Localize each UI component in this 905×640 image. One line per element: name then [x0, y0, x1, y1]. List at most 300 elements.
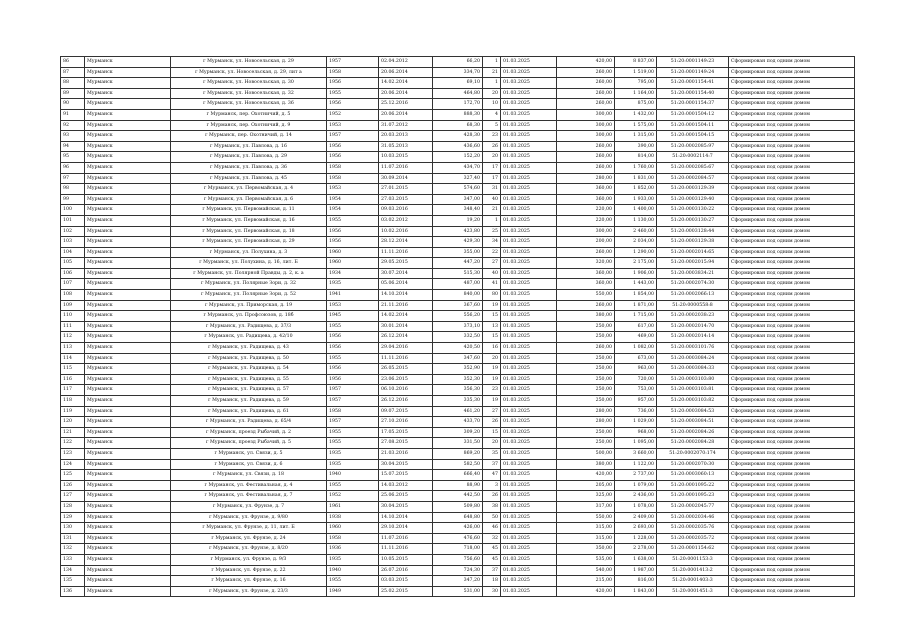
row-number-cell: 131 [61, 533, 85, 544]
valuation-date-cell: 01.03.2025 [501, 491, 557, 502]
cadastral-number-cell: 51:20:0002035:76 [657, 523, 729, 534]
formation-status-cell: Сформирован под одним домом [729, 353, 855, 364]
city-cell: Мурманск [85, 353, 171, 364]
table-body [61, 57, 855, 597]
formation-status-cell: Сформирован под одним домом [729, 523, 855, 534]
registration-date-cell: 09.03.2016 [379, 205, 433, 216]
cadastral-number-cell: 51:20:0003130:27 [657, 215, 729, 226]
count-cell: 26 [483, 491, 501, 502]
count-cell: 40 [483, 194, 501, 205]
rate-cell: 260,00 [557, 162, 615, 173]
area-cell: 574,60 [433, 184, 483, 195]
year-cell: 1956 [327, 237, 379, 248]
cadastral-number-cell: 51:20:0001095:23 [657, 491, 729, 502]
table-row [61, 448, 855, 459]
cost-cell: 1 082,00 [615, 343, 657, 354]
rate-cell: 250,00 [557, 385, 615, 396]
registration-date-cell: 17.05.2015 [379, 427, 433, 438]
city-cell: Мурманск [85, 109, 171, 120]
valuation-date-cell: 01.03.2025 [501, 141, 557, 152]
count-cell: 22 [483, 247, 501, 258]
formation-status-cell: Сформирован под одним домом [729, 194, 855, 205]
registration-date-cell: 20.06.2014 [379, 88, 433, 99]
table-row [61, 67, 855, 78]
table-row [61, 470, 855, 481]
area-cell: 429,30 [433, 237, 483, 248]
cadastral-number-cell: 51:20:0003129:40 [657, 194, 729, 205]
count-cell: 38 [483, 501, 501, 512]
cadastral-number-cell: 51:20:0002070:174 [657, 448, 729, 459]
year-cell: 1956 [327, 343, 379, 354]
rate-cell: 280,00 [557, 417, 615, 428]
rate-cell: 420,00 [557, 586, 615, 597]
area-cell: 332,50 [433, 332, 483, 343]
rate-cell: 250,00 [557, 396, 615, 407]
address-cell: г Мурманск, ул. Радищева, д. 42/10 [171, 332, 327, 343]
cadastral-number-cell: 51:20:0002070:30 [657, 459, 729, 470]
valuation-date-cell: 01.03.2025 [501, 237, 557, 248]
cost-cell: 1 987,00 [615, 565, 657, 576]
area-cell: 509,80 [433, 501, 483, 512]
cost-cell: 795,00 [615, 78, 657, 89]
area-cell: 666,40 [433, 470, 483, 481]
area-cell: 461,20 [433, 406, 483, 417]
row-number-cell: 120 [61, 417, 85, 428]
count-cell: 10 [483, 99, 501, 110]
cadastral-number-cell: 51:20:0003084:53 [657, 406, 729, 417]
formation-status-cell: Сформирован под одним домом [729, 406, 855, 417]
rate-cell: 360,00 [557, 268, 615, 279]
address-cell: г Мурманск, ул. Первомайская, д. 6 [171, 194, 327, 205]
rate-cell: 540,00 [557, 565, 615, 576]
table-row [61, 364, 855, 375]
count-cell: 34 [483, 237, 501, 248]
valuation-date-cell: 01.03.2025 [501, 427, 557, 438]
formation-status-cell: Сформирован под одним домом [729, 396, 855, 407]
year-cell: 1955 [327, 576, 379, 587]
area-cell: 373,10 [433, 321, 483, 332]
row-number-cell: 111 [61, 321, 85, 332]
registration-date-cell: 20.03.2013 [379, 131, 433, 142]
valuation-date-cell: 01.03.2025 [501, 173, 557, 184]
city-cell: Мурманск [85, 565, 171, 576]
row-number-cell: 106 [61, 268, 85, 279]
row-number-cell: 121 [61, 427, 85, 438]
area-cell: 66,20 [433, 57, 483, 68]
city-cell: Мурманск [85, 258, 171, 269]
area-cell: 434,70 [433, 162, 483, 173]
cadastral-number-cell: 51:20:0003060:13 [657, 470, 729, 481]
cost-cell: 968,00 [615, 427, 657, 438]
count-cell: 19 [483, 374, 501, 385]
valuation-date-cell: 01.03.2025 [501, 385, 557, 396]
area-cell: 331,50 [433, 438, 483, 449]
row-number-cell: 118 [61, 396, 85, 407]
count-cell: 20 [483, 152, 501, 163]
year-cell: 1956 [327, 332, 379, 343]
cost-cell: 2 737,00 [615, 470, 657, 481]
year-cell: 1955 [327, 321, 379, 332]
area-cell: 888,30 [433, 109, 483, 120]
rate-cell: 220,00 [557, 215, 615, 226]
cost-cell: 1 079,00 [615, 480, 657, 491]
count-cell: 20 [483, 438, 501, 449]
row-number-cell: 96 [61, 162, 85, 173]
year-cell: 1941 [327, 290, 379, 301]
rate-cell: 325,00 [557, 491, 615, 502]
rate-cell: 500,00 [557, 448, 615, 459]
city-cell: Мурманск [85, 385, 171, 396]
registration-date-cell: 30.04.2015 [379, 459, 433, 470]
area-cell: 348,40 [433, 205, 483, 216]
count-cell: 13 [483, 321, 501, 332]
formation-status-cell: Сформирован под одним домом [729, 459, 855, 470]
registration-date-cell: 23.06.2015 [379, 374, 433, 385]
rate-cell: 315,00 [557, 523, 615, 534]
cadastral-number-cell: 51:20:0002114:7 [657, 152, 729, 163]
registration-date-cell: 20.06.2014 [379, 109, 433, 120]
area-cell: 88,90 [433, 480, 483, 491]
count-cell: 25 [483, 226, 501, 237]
count-cell: 19 [483, 364, 501, 375]
count-cell: 17 [483, 162, 501, 173]
count-cell: 16 [483, 343, 501, 354]
valuation-date-cell: 01.03.2025 [501, 565, 557, 576]
cost-cell: 3 660,00 [615, 448, 657, 459]
cadastral-number-cell: 51:20:0002045:77 [657, 501, 729, 512]
rate-cell: 280,00 [557, 173, 615, 184]
year-cell: 1956 [327, 152, 379, 163]
area-cell: 869,20 [433, 448, 483, 459]
cost-cell: 1 029,00 [615, 417, 657, 428]
rate-cell: 220,00 [557, 205, 615, 216]
cadastral-number-cell: 51:20:0003129:39 [657, 184, 729, 195]
area-cell: 433,70 [433, 417, 483, 428]
area-cell: 423,80 [433, 226, 483, 237]
city-cell: Мурманск [85, 396, 171, 407]
address-cell: г Мурманск, ул. Радищева, д. 50 [171, 353, 327, 364]
registration-date-cell: 30.09.2014 [379, 173, 433, 184]
address-cell: г Мурманск, ул. Новосельская, д. 29, лит а [171, 67, 327, 78]
count-cell: 4 [483, 109, 501, 120]
formation-status-cell: Сформирован под одним домом [729, 290, 855, 301]
year-cell: 1960 [327, 258, 379, 269]
count-cell: 20 [483, 353, 501, 364]
valuation-date-cell: 01.03.2025 [501, 353, 557, 364]
cadastral-number-cell: 51:20:0001504:11 [657, 120, 729, 131]
rate-cell: 280,00 [557, 406, 615, 417]
rate-cell: 380,00 [557, 311, 615, 322]
city-cell: Мурманск [85, 321, 171, 332]
year-cell: 1957 [327, 417, 379, 428]
row-number-cell: 102 [61, 226, 85, 237]
year-cell: 1958 [327, 67, 379, 78]
rate-cell: 260,00 [557, 78, 615, 89]
year-cell: 1952 [327, 109, 379, 120]
cadastral-number-cell: 51:20:0001149:24 [657, 67, 729, 78]
area-cell: 334,70 [433, 67, 483, 78]
cadastral-number-cell: 51:20:0003834:21 [657, 268, 729, 279]
rate-cell: 360,00 [557, 184, 615, 195]
table-row [61, 576, 855, 587]
city-cell: Мурманск [85, 279, 171, 290]
year-cell: 1949 [327, 586, 379, 597]
address-cell: г Мурманск, ул. Новосельская, д. 30 [171, 78, 327, 89]
table-row [61, 459, 855, 470]
area-cell: 582,50 [433, 459, 483, 470]
row-number-cell: 92 [61, 120, 85, 131]
rate-cell: 260,00 [557, 152, 615, 163]
city-cell: Мурманск [85, 554, 171, 565]
registration-date-cell: 28.12.2014 [379, 237, 433, 248]
rate-cell: 300,00 [557, 120, 615, 131]
rate-cell: 260,00 [557, 99, 615, 110]
address-cell: г Мурманск, ул. Павлова, д. 29 [171, 152, 327, 163]
cadastral-number-cell: 51:20:0003103:81 [657, 385, 729, 396]
area-cell: 19,20 [433, 215, 483, 226]
count-cell: 27 [483, 406, 501, 417]
cost-cell: 1 852,00 [615, 184, 657, 195]
formation-status-cell: Сформирован под одним домом [729, 78, 855, 89]
cadastral-number-cell: 51:20:0002034:46 [657, 512, 729, 523]
cost-cell: 1 871,00 [615, 300, 657, 311]
city-cell: Мурманск [85, 194, 171, 205]
valuation-date-cell: 01.03.2025 [501, 99, 557, 110]
valuation-date-cell: 01.03.2025 [501, 321, 557, 332]
area-cell: 420,50 [433, 343, 483, 354]
area-cell: 335,30 [433, 396, 483, 407]
cadastral-number-cell: 51:20:0003084:33 [657, 364, 729, 375]
year-cell: 1940 [327, 470, 379, 481]
address-cell: г Мурманск, ул. Фрунзе, д. 22 [171, 565, 327, 576]
year-cell: 1956 [327, 374, 379, 385]
valuation-date-cell: 01.03.2025 [501, 480, 557, 491]
city-cell: Мурманск [85, 57, 171, 68]
valuation-date-cell: 01.03.2025 [501, 554, 557, 565]
rate-cell: 250,00 [557, 353, 615, 364]
area-cell: 648,80 [433, 512, 483, 523]
table-row [61, 78, 855, 89]
year-cell: 1953 [327, 184, 379, 195]
registration-date-cell: 29.04.2016 [379, 343, 433, 354]
area-cell: 724,30 [433, 565, 483, 576]
table-row [61, 205, 855, 216]
address-cell: г Мурманск, ул. Фрунзе, д. 9/80 [171, 512, 327, 523]
address-cell: г Мурманск, ул. Связи, д. 5 [171, 448, 327, 459]
city-cell: Мурманск [85, 88, 171, 99]
cost-cell: 720,00 [615, 374, 657, 385]
rate-cell: 250,00 [557, 438, 615, 449]
cadastral-number-cell: 51:20:0002014:14 [657, 332, 729, 343]
cost-cell: 1 638,00 [615, 554, 657, 565]
registration-date-cell: 30.07.2014 [379, 268, 433, 279]
table-row [61, 162, 855, 173]
cost-cell: 814,00 [615, 152, 657, 163]
row-number-cell: 94 [61, 141, 85, 152]
year-cell: 1953 [327, 300, 379, 311]
cadastral-number-cell: 51:20:0003084:24 [657, 353, 729, 364]
count-cell: 1 [483, 215, 501, 226]
rate-cell: 317,00 [557, 501, 615, 512]
count-cell: 27 [483, 258, 501, 269]
registration-date-cell: 11.11.2016 [379, 544, 433, 555]
city-cell: Мурманск [85, 406, 171, 417]
area-cell: 718,00 [433, 544, 483, 555]
table-row [61, 586, 855, 597]
formation-status-cell: Сформирован под одним домом [729, 258, 855, 269]
cost-cell: 1 906,00 [615, 268, 657, 279]
year-cell: 1956 [327, 364, 379, 375]
valuation-date-cell: 01.03.2025 [501, 501, 557, 512]
year-cell: 1957 [327, 385, 379, 396]
year-cell: 1945 [327, 311, 379, 322]
valuation-date-cell: 01.03.2025 [501, 226, 557, 237]
city-cell: Мурманск [85, 311, 171, 322]
year-cell: 1957 [327, 131, 379, 142]
table-row [61, 194, 855, 205]
formation-status-cell: Сформирован под одним домом [729, 237, 855, 248]
row-number-cell: 88 [61, 78, 85, 89]
formation-status-cell: Сформирован под одним домом [729, 332, 855, 343]
registration-date-cell: 11.07.2016 [379, 533, 433, 544]
row-number-cell: 134 [61, 565, 85, 576]
count-cell: 18 [483, 576, 501, 587]
cost-cell: 957,00 [615, 396, 657, 407]
address-cell: г Мурманск, ул. Радищева, д. 59 [171, 396, 327, 407]
table-row [61, 141, 855, 152]
count-cell: 30 [483, 586, 501, 597]
city-cell: Мурманск [85, 480, 171, 491]
area-cell: 464,80 [433, 88, 483, 99]
formation-status-cell: Сформирован под одним домом [729, 448, 855, 459]
valuation-date-cell: 01.03.2025 [501, 205, 557, 216]
cadastral-number-cell: 51:20:0002038:23 [657, 311, 729, 322]
cadastral-number-cell: 51:20:0001149:23 [657, 57, 729, 68]
row-number-cell: 113 [61, 343, 85, 354]
cadastral-number-cell: 51:20:0002014:65 [657, 247, 729, 258]
city-cell: Мурманск [85, 576, 171, 587]
table-row [61, 268, 855, 279]
cadastral-number-cell: 51:20:0002035:72 [657, 533, 729, 544]
city-cell: Мурманск [85, 290, 171, 301]
cadastral-number-cell: 51:20:0003103:82 [657, 396, 729, 407]
formation-status-cell: Сформирован под одним домом [729, 57, 855, 68]
valuation-date-cell: 01.03.2025 [501, 88, 557, 99]
rate-cell: 250,00 [557, 374, 615, 385]
address-cell: г Мурманск, ул. Первомайская, д. 4 [171, 184, 327, 195]
cost-cell: 816,00 [615, 576, 657, 587]
formation-status-cell: Сформирован под одним домом [729, 470, 855, 481]
registration-date-cell: 14.03.2012 [379, 480, 433, 491]
address-cell: г Мурманск, проезд Рыбачий, д. 2 [171, 427, 327, 438]
count-cell: 40 [483, 268, 501, 279]
area-cell: 556,20 [433, 311, 483, 322]
city-cell: Мурманск [85, 205, 171, 216]
row-number-cell: 112 [61, 332, 85, 343]
count-cell: 37 [483, 459, 501, 470]
address-cell: г Мурманск, ул. Фрунзе, д. 7 [171, 501, 327, 512]
area-cell: 152,20 [433, 152, 483, 163]
table-row [61, 88, 855, 99]
cost-cell: 1 078,00 [615, 501, 657, 512]
cadastral-number-cell: 51:20:0003103:80 [657, 374, 729, 385]
cost-cell: 469,00 [615, 332, 657, 343]
city-cell: Мурманск [85, 141, 171, 152]
count-cell: 15 [483, 332, 501, 343]
table-row [61, 237, 855, 248]
cadastral-number-cell: 51:20:0001154:40 [657, 88, 729, 99]
address-cell: г Мурманск, ул. Радищева, д. 43 [171, 343, 327, 354]
registration-date-cell: 27.03.2015 [379, 194, 433, 205]
year-cell: 1940 [327, 565, 379, 576]
row-number-cell: 132 [61, 544, 85, 555]
rate-cell: 200,00 [557, 237, 615, 248]
cost-cell: 2 460,00 [615, 226, 657, 237]
table-row [61, 406, 855, 417]
address-cell: г Мурманск, ул. Новосельская, д. 32 [171, 88, 327, 99]
valuation-date-cell: 01.03.2025 [501, 279, 557, 290]
area-cell: 68,30 [433, 120, 483, 131]
year-cell: 1955 [327, 427, 379, 438]
rate-cell: 260,00 [557, 300, 615, 311]
count-cell: 21 [483, 205, 501, 216]
registration-date-cell: 14.10.2014 [379, 290, 433, 301]
table-row [61, 491, 855, 502]
address-cell: г Мурманск, пер. Охотничий, д. 14 [171, 131, 327, 142]
year-cell: 1956 [327, 141, 379, 152]
city-cell: Мурманск [85, 501, 171, 512]
cost-cell: 1 315,00 [615, 131, 657, 142]
cost-cell: 2 693,00 [615, 523, 657, 534]
registration-date-cell: 05.06.2014 [379, 279, 433, 290]
cost-cell: 2 034,00 [615, 237, 657, 248]
area-cell: 487,00 [433, 279, 483, 290]
formation-status-cell: Сформирован под одним домом [729, 152, 855, 163]
cadastral-number-cell: 51:20:0001413:2 [657, 565, 729, 576]
valuation-date-cell: 01.03.2025 [501, 194, 557, 205]
count-cell: 45 [483, 554, 501, 565]
row-number-cell: 99 [61, 194, 85, 205]
row-number-cell: 129 [61, 512, 85, 523]
table-row [61, 290, 855, 301]
cost-cell: 1 760,00 [615, 162, 657, 173]
cadastral-number-cell: 51:20:0002015:94 [657, 258, 729, 269]
cost-cell: 1 843,00 [615, 586, 657, 597]
cadastral-number-cell: 51:20:0001154:62 [657, 544, 729, 555]
cost-cell: 963,00 [615, 364, 657, 375]
area-cell: 436,60 [433, 141, 483, 152]
valuation-date-cell: 01.03.2025 [501, 247, 557, 258]
count-cell: 35 [483, 448, 501, 459]
address-cell: г Мурманск, ул. Фрунзе, д. 9/3 [171, 554, 327, 565]
address-cell: г Мурманск, ул. Радищева, д. 65/4 [171, 417, 327, 428]
city-cell: Мурманск [85, 343, 171, 354]
cost-cell: 875,00 [615, 99, 657, 110]
city-cell: Мурманск [85, 374, 171, 385]
cadastral-number-cell: 51:20:0001504:15 [657, 131, 729, 142]
rate-cell: 300,00 [557, 226, 615, 237]
registration-date-cell: 14.02.2014 [379, 311, 433, 322]
formation-status-cell: Сформирован под одним домом [729, 565, 855, 576]
year-cell: 1957 [327, 57, 379, 68]
rate-cell: 360,00 [557, 279, 615, 290]
registration-date-cell: 25.12.2016 [379, 99, 433, 110]
city-cell: Мурманск [85, 512, 171, 523]
cost-cell: 1 432,00 [615, 109, 657, 120]
registration-date-cell: 31.07.2012 [379, 120, 433, 131]
table-row [61, 396, 855, 407]
year-cell: 1958 [327, 406, 379, 417]
